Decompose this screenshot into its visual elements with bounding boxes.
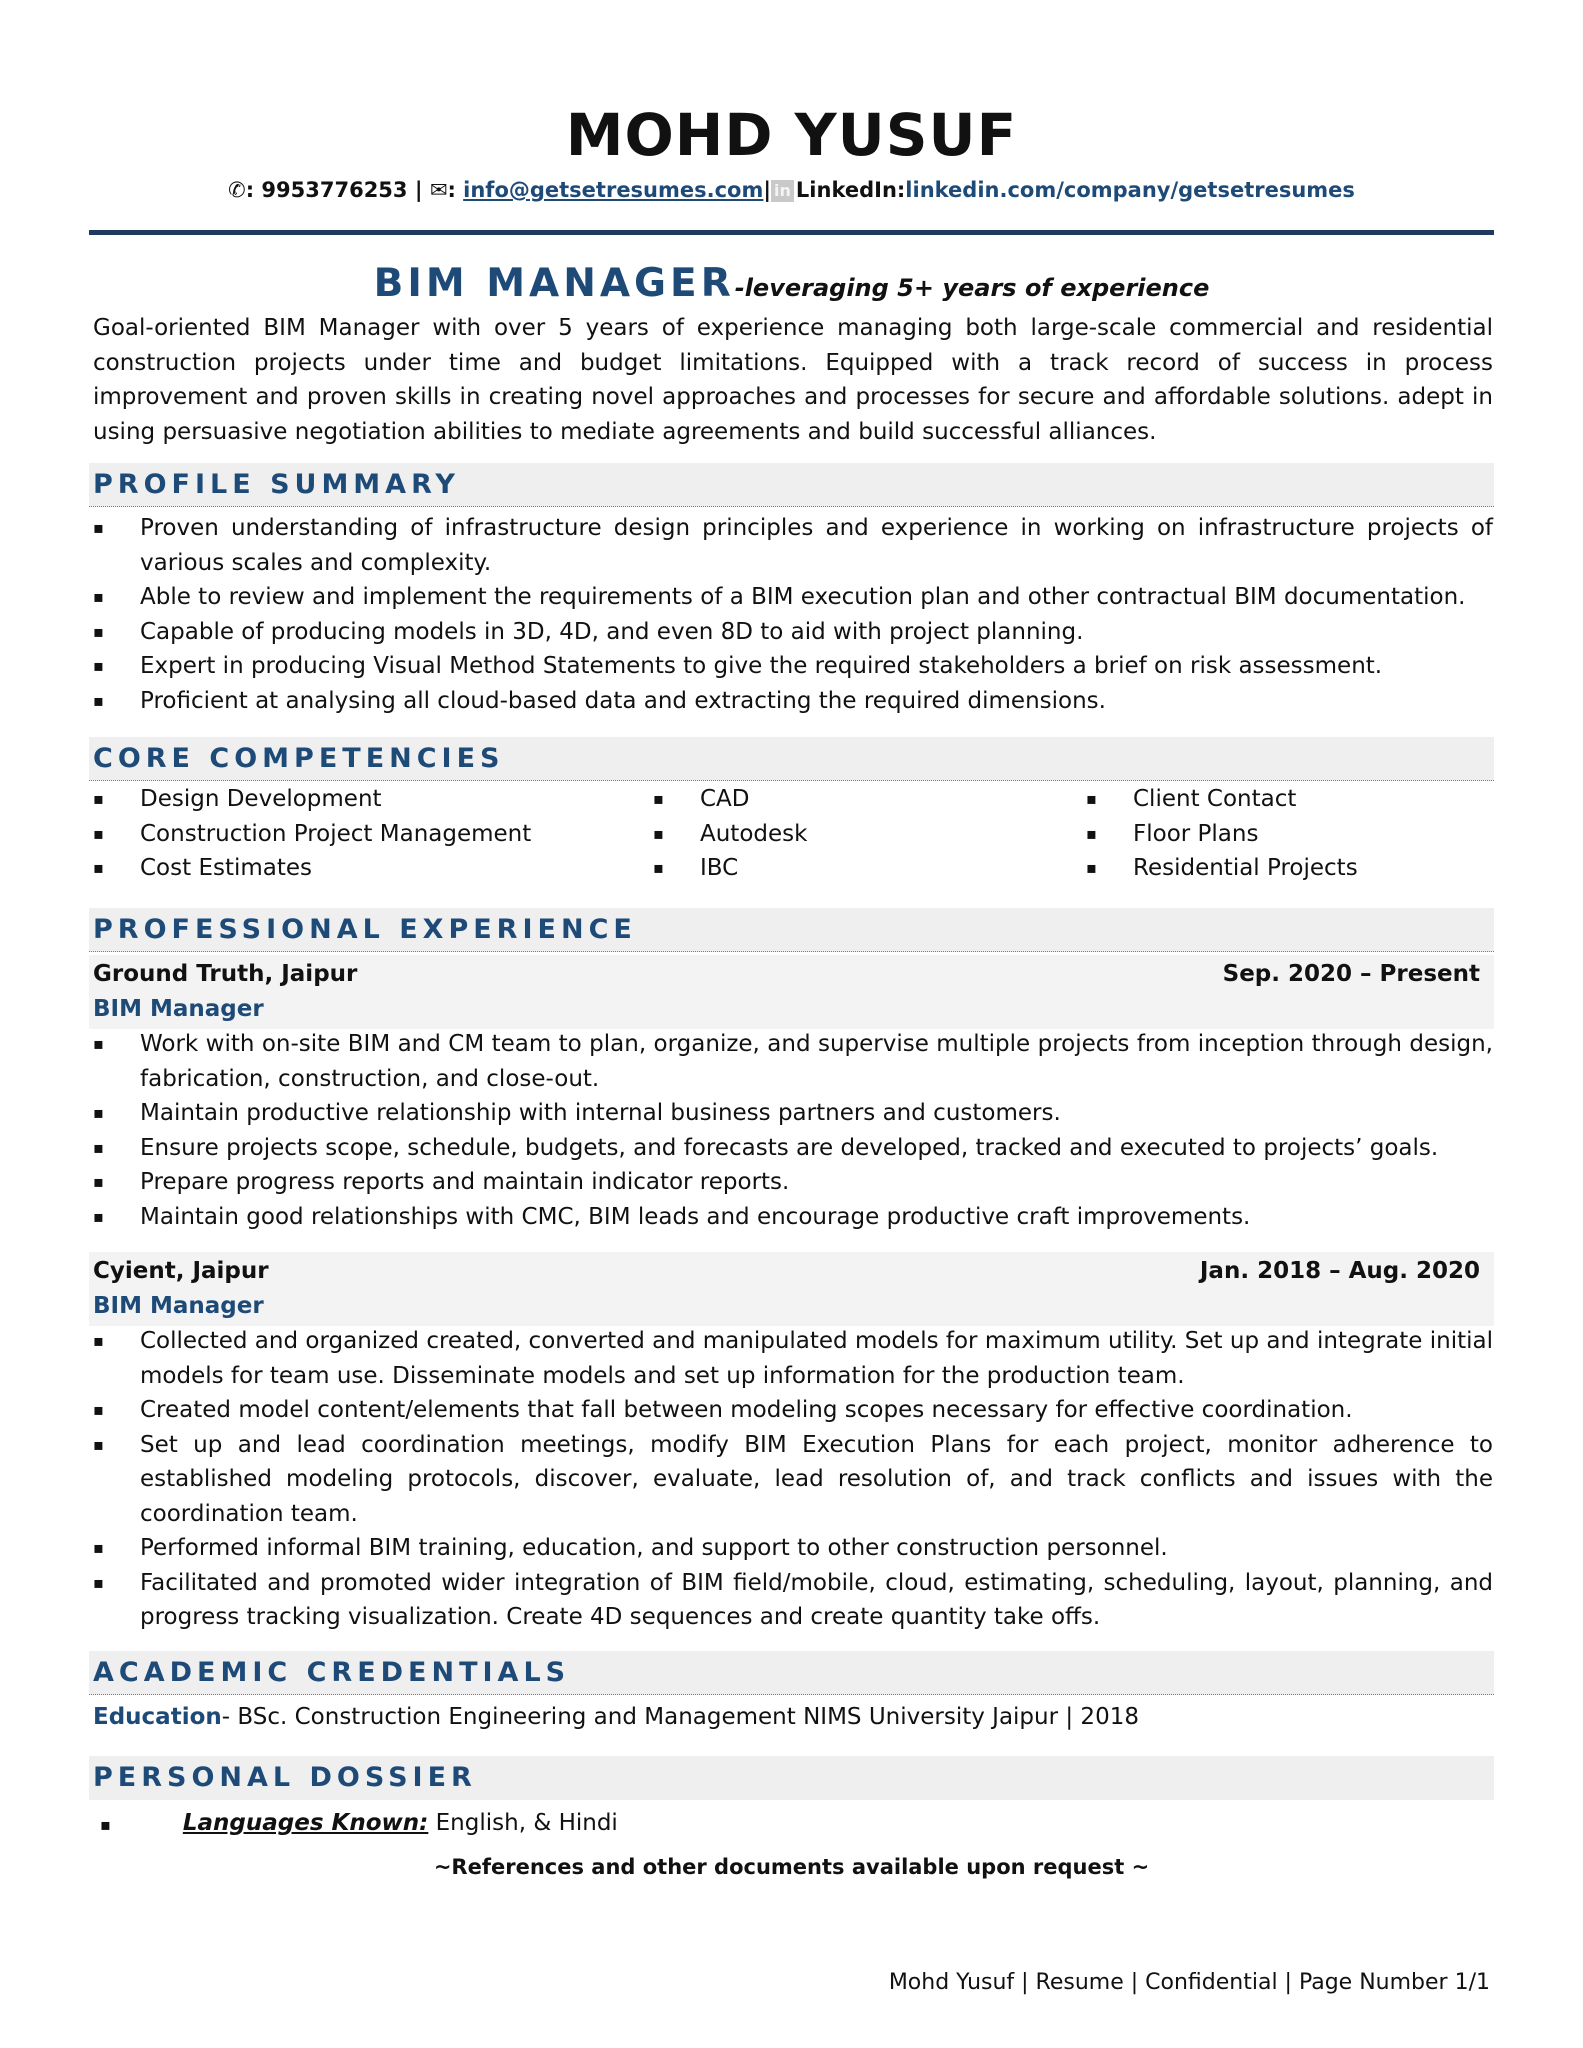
competencies-column-2: [653, 782, 807, 886]
competencies-column-1: [93, 782, 531, 886]
contact-line: ✆: 9953776253 | ✉: info@getsetresumes.com| in LinkedIn:linkedin.com/company/getsetresumes: [228, 178, 1355, 202]
phone-number: 9953776253: [261, 178, 408, 202]
section-core-competencies: [89, 737, 1494, 781]
list-item: ▪ Proficient at analysing all cloud-based data and extracting the required dimensions.: [93, 687, 1106, 714]
list-item: ▪ Ensure projects scope, schedule, budgets, and forecasts are developed, tracked and executed to projects’ goals.: [93, 1134, 1439, 1161]
email-link[interactable]: info@getsetresumes.com: [463, 178, 764, 202]
mail-icon: ✉: [429, 178, 448, 202]
company-name: Cyient, Jaipur: [93, 1258, 269, 1284]
list-item: ▪ Construction Project Management: [93, 820, 532, 847]
list-item: ▪ Cost Estimates: [93, 855, 313, 881]
list-item: ▪ Able to review and implement the requirements of a BIM execution plan and other contractual BIM documentation.: [93, 584, 1466, 610]
job-duties-cyient: [93, 1324, 1493, 1635]
list-item: ▪ Work with on-site BIM and CM team to plan, organize, and supervise multiple projects from inception through design, fabrication, construction, and close-out.: [93, 1031, 1493, 1092]
job-title: BIM Manager: [93, 1293, 264, 1319]
section-personal-dossier: [89, 1756, 1494, 1800]
headline: [0, 258, 1583, 317]
list-item: ▪ Created model content/elements that fall between modeling scopes necessary for effective coordination.: [93, 1397, 1353, 1423]
list-item: ▪ Capable of producing models in 3D, 4D, and even 8D to aid with project planning.: [93, 618, 1084, 645]
job-title: BIM Manager: [93, 996, 264, 1022]
role-tagline: -leveraging 5+ years of experience: [734, 274, 1210, 302]
languages-value: English, & Hindi: [428, 1810, 618, 1836]
job-duties-ground-truth: [93, 1027, 1493, 1234]
list-item: ▪ CAD: [653, 786, 750, 812]
list-item: ▪ Set up and lead coordination meetings, modify BIM Execution Plans for each project, monitor adherence to established modeling protocols, discover, evaluate, lead resolution of, and track conflicts and issues with the coordination team.: [93, 1431, 1493, 1527]
education-entry: [93, 1700, 1139, 1734]
list-item: ▪ Maintain productive relationship with internal business partners and customers.: [93, 1100, 1061, 1126]
competencies-column-3: [1086, 782, 1358, 886]
phone-icon: ✆: [228, 178, 246, 202]
education-label: Education: [93, 1704, 222, 1730]
section-title: ACADEMIC CREDENTIALS: [93, 1657, 571, 1688]
summary-paragraph: Goal-oriented BIM Manager with over 5 years of experience managing both large-scale commercial and residential construction projects under time and budget limitations. Equipped with a track record of success in process improvement and proven skills in creating novel approaches and processes for secure and affordable solutions. adept in using persuasive negotiation abilities to mediate agreements and build successful alliances.: [93, 315, 1493, 445]
list-item: ▪ Proven understanding of infrastructure design principles and experience in working on infrastructure projects of various scales and complexity.: [93, 515, 1493, 576]
section-profile-summary: [89, 463, 1494, 507]
section-title: PERSONAL DOSSIER: [93, 1762, 477, 1793]
list-item: ▪ Performed informal BIM training, education, and support to other construction personnel.: [93, 1535, 1168, 1561]
list-item: ▪ Prepare progress reports and maintain indicator reports.: [93, 1169, 790, 1195]
section-professional-experience: [89, 908, 1494, 952]
languages-label: Languages Known:: [182, 1810, 429, 1836]
list-item: ▪ Maintain good relationships with CMC, BIM leads and encourage productive craft improvements.: [93, 1203, 1251, 1230]
profile-summary-list: [93, 511, 1493, 718]
section-title: PROFESSIONAL EXPERIENCE: [93, 914, 637, 945]
linkedin-link[interactable]: linkedin.com/company/getsetresumes: [905, 178, 1355, 202]
header-divider: [89, 230, 1494, 235]
job-dates: Sep. 2020 – Present: [1222, 961, 1480, 987]
section-academic-credentials: [89, 1651, 1494, 1695]
list-item: ▪ Facilitated and promoted wider integration of BIM field/mobile, cloud, estimating, scheduling, layout, planning, and progress tracking visualization. Create 4D sequences and create quantity take offs.: [93, 1569, 1493, 1630]
list-item: ▪ Collected and organized created, converted and manipulated models for maximum utility. Set up and integrate initial models for team use. Disseminate models and set up information for the production team.: [93, 1328, 1493, 1389]
list-item: ▪ Floor Plans: [1086, 820, 1259, 847]
list-item: ▪ Client Contact: [1086, 786, 1297, 812]
linkedin-label: LinkedIn:: [795, 178, 906, 202]
list-item: ▪ Residential Projects: [1086, 855, 1358, 881]
job-header-cyient: [89, 1252, 1494, 1326]
job-dates: Jan. 2018 – Aug. 2020: [1199, 1258, 1480, 1284]
list-item: ▪ Design Development: [93, 786, 382, 812]
references-note: ~References and other documents available upon request ~: [433, 1855, 1150, 1879]
company-name: Ground Truth, Jaipur: [93, 961, 358, 987]
education-details: - BSc. Construction Engineering and Management NIMS University Jaipur | 2018: [221, 1704, 1139, 1730]
languages-entry: ▪ Languages Known: English, & Hindi: [100, 1810, 618, 1836]
section-title: PROFILE SUMMARY: [93, 469, 460, 500]
list-item: ▪ Expert in producing Visual Method Statements to give the required stakeholders a brief on risk assessment.: [93, 653, 1383, 679]
candidate-name: MOHD YUSUF: [565, 101, 1018, 169]
role-title: BIM MANAGER: [373, 261, 735, 306]
list-item: ▪ IBC: [653, 855, 739, 881]
page-footer: Mohd Yusuf | Resume | Confidential | Page Number 1/1: [888, 1970, 1490, 1995]
linkedin-icon: in: [771, 180, 794, 202]
list-item: ▪ Autodesk: [653, 820, 808, 847]
section-title: CORE COMPETENCIES: [93, 743, 505, 774]
job-header-ground-truth: [89, 955, 1494, 1029]
